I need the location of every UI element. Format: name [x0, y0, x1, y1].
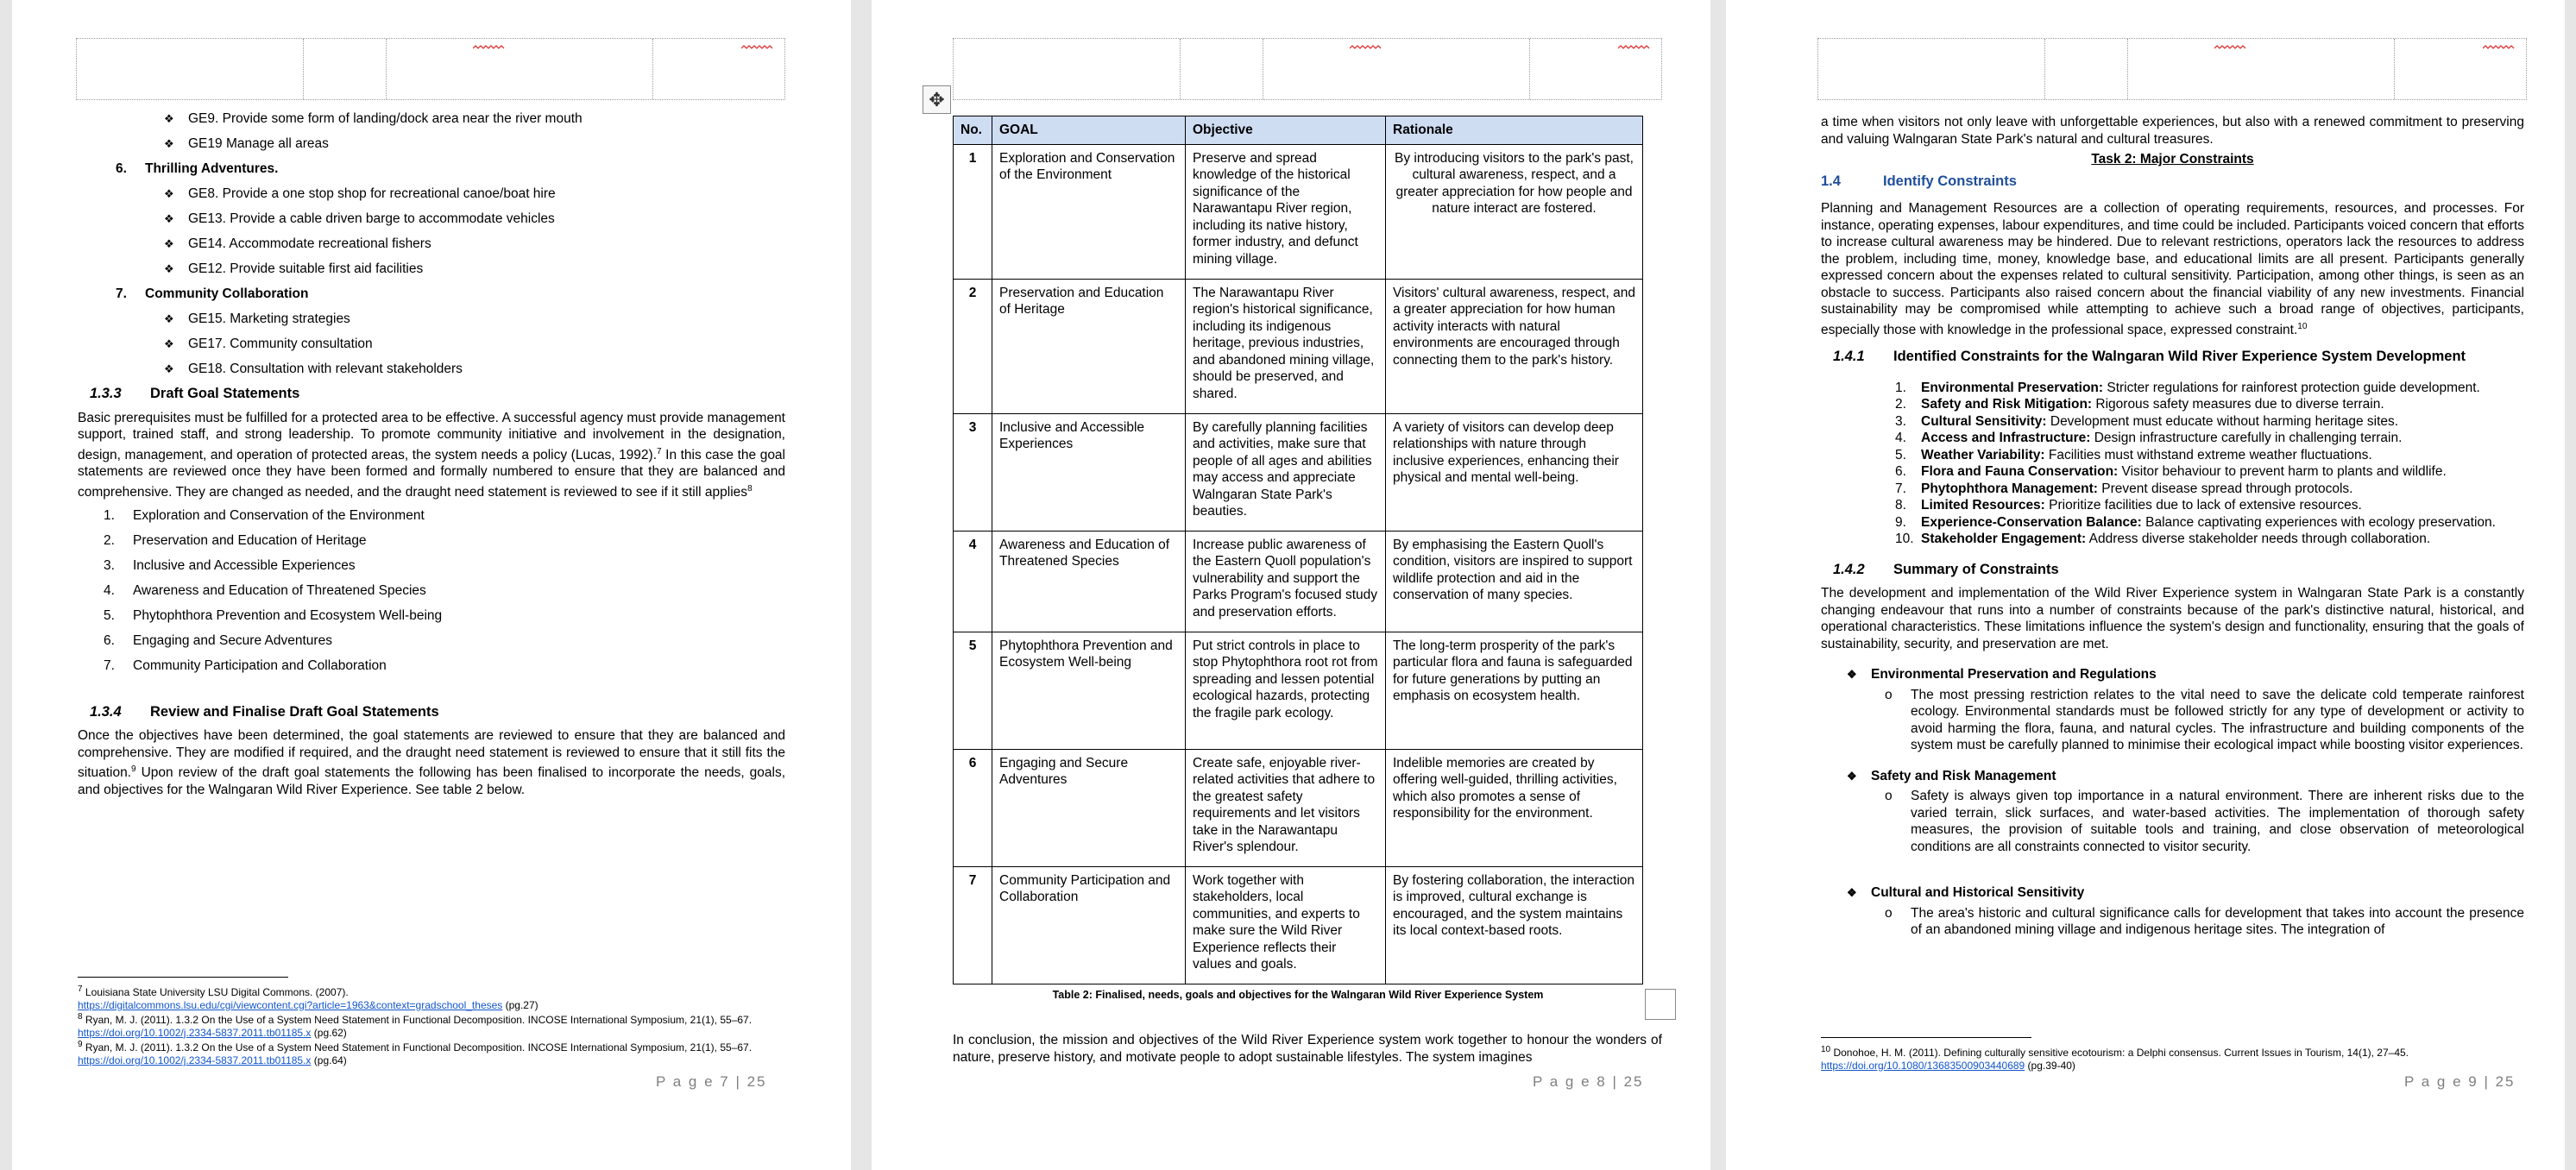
- footnote-text: Ryan, M. J. (2011). 1.3.2 On the Use of a System Need Statement in Functional Decomposition. INCOSE International Symposium, 21(1), 55–67.: [82, 1014, 753, 1027]
- diamond-bullet-icon: ❖: [164, 262, 174, 275]
- heading-1-4-2: [1833, 562, 2524, 579]
- footnote-text: (pg.62): [311, 1026, 347, 1039]
- footnote-separator: [1821, 1037, 2031, 1038]
- header-cell: [954, 39, 1181, 99]
- footnote-link[interactable]: https://doi.org/10.1002/j.2334-5837.2011.tb01185.x: [78, 1026, 312, 1039]
- constraint-text: Facilities must withstand extreme weather fluctuations.: [2044, 447, 2372, 462]
- list-item: Exploration and Conservation of the Environment: [133, 508, 425, 524]
- paragraph: a time when visitors not only leave with unforgettable experiences, but also with a renewed commitment to preserving and valuing Walngaran State Park's natural and cultural treasures.: [1821, 115, 2524, 147]
- text: Basic prerequisites must be fulfilled for a protected area to be effective. A successful agency must provide management support, trained staff, and strong leadership. To promote community initiative and involvement in the designation, design, management, and operation of protected areas, the system needs a policy (Lucas, 1992).: [78, 410, 785, 462]
- row-number: 2: [954, 279, 992, 413]
- constraint-name: Experience-Conservation Balance:: [1921, 514, 2142, 530]
- heading-1-3-4: [90, 704, 785, 721]
- row-number: 1: [954, 144, 992, 279]
- text: Planning and Management Resources are a collection of operating requirements, resources, and processes. For instance, operating expenses, labour expenditures, and time could be included. Participants voiced concern that efforts to increase cultural awareness may be hindered. Due to relevant restrictions, operators lack the resources to address the problem, including time, money, knowledge base, and educational limits are all present. Participants generally expressed concern about the expenses related to cultural sensitivity. Participation, among other things, is seen as an obstacle to success. Participants also raised concern about the financial viability of any new investments. Financial sustainability may be compromised while attempting to achieve such a broad range of objectives, participants, especially those with knowledge in the professional space, expressed constraint.: [1821, 201, 2524, 337]
- list-item: Community Participation and Collaboration: [133, 658, 387, 674]
- constraint-text: Prioritize facilities due to lack of extensive resources.: [2044, 498, 2362, 513]
- list-number: 8.: [1895, 498, 1906, 513]
- table-row: [954, 866, 1643, 984]
- squiggle-mark: [1618, 44, 1651, 53]
- list-number: 6.: [104, 633, 115, 649]
- page-9: [1726, 0, 2565, 1170]
- diamond-bullet-icon: ❖: [164, 312, 174, 325]
- goal-cell: Phytophthora Prevention and Ecosystem Well-being: [992, 632, 1186, 749]
- list-number: 7.: [1895, 481, 1906, 496]
- table-row: [954, 413, 1643, 531]
- row-number: 3: [954, 413, 992, 531]
- heading-number: 1.3.3: [90, 386, 122, 401]
- footnote-number: 10: [1821, 1045, 1831, 1054]
- constraint-text: Visitor behaviour to prevent harm to plants and wildlife.: [2118, 464, 2447, 480]
- list-item: Preservation and Education of Heritage: [133, 533, 367, 549]
- list-item: GE15. Marketing strategies: [188, 311, 350, 326]
- objective-cell: Put strict controls in place to stop Phytophthora root rot from spreading and lessen potential ecological hazards, protecting the fragile park ecology.: [1186, 632, 1386, 749]
- list-number: 10.: [1895, 532, 1914, 547]
- list-number: 5.: [104, 608, 115, 624]
- table-row: [954, 279, 1643, 413]
- objective-cell: The Narawantapu River region's historical significance, including its indigenous heritage, previous industries, and abandoned mining village, should be preserved, and shared.: [1186, 279, 1386, 413]
- paragraph: [78, 410, 785, 501]
- diamond-bullet-icon: ❖: [164, 137, 174, 150]
- column-header: No.: [954, 116, 992, 145]
- list-number: 4.: [104, 583, 115, 599]
- footnotes: [78, 984, 785, 1067]
- footnote-link[interactable]: https://doi.org/10.1080/13683500903440689: [1821, 1059, 2025, 1072]
- constraints-list: [1895, 380, 2524, 548]
- goal-cell: Awareness and Education of Threatened Species: [992, 531, 1186, 632]
- list-number: 5.: [1895, 447, 1906, 462]
- header-cell: [77, 39, 304, 99]
- goal-cell: Inclusive and Accessible Experiences: [992, 413, 1186, 531]
- list-item: GE12. Provide suitable first aid facilities: [188, 261, 424, 276]
- list-number: 3.: [1895, 413, 1906, 429]
- constraint-text: Balance captivating experiences with ecology preservation.: [2141, 514, 2496, 530]
- constraint-section: [1847, 666, 2524, 754]
- table-caption: Table 2: Finalised, needs, goals and objectives for the Walngaran Wild River Experience System: [1052, 989, 1544, 1001]
- header-table: [76, 38, 785, 100]
- footnote-ref[interactable]: 10: [2297, 321, 2308, 331]
- constraint-name: Safety and Risk Mitigation:: [1921, 397, 2093, 412]
- list-number: 2.: [1895, 397, 1906, 412]
- table-row: [954, 749, 1643, 866]
- list-number: 9.: [1895, 514, 1906, 530]
- heading-title: Identified Constraints for the Walngaran Wild River Experience System Development: [1893, 349, 2466, 365]
- footnote-text: (pg.39-40): [2025, 1059, 2075, 1072]
- constraint-name: Access and Infrastructure:: [1921, 431, 2091, 446]
- objective-cell: Create safe, enjoyable river-related activities that adhere to the greatest safety requirements and let visitors take in the Narawantapu River's splendour.: [1186, 749, 1386, 866]
- text: Once the objectives have been determined, the goal statements are reviewed to ensure that they are balanced and comprehensive. They are modified if required, and the draught need statement is reviewed to ensure that it still fits the situation.: [78, 728, 785, 781]
- row-number: 6: [954, 749, 992, 866]
- constraint-name: Weather Variability:: [1921, 447, 2045, 462]
- conclusion-paragraph: In conclusion, the mission and objectives of the Wild River Experience system work together to honour the wonders of nature, preserve history, and motivate people to adopt sustainable lifestyles. The system imagines: [953, 1033, 1662, 1065]
- column-header: Objective: [1186, 116, 1386, 145]
- list-item: GE14. Accommodate recreational fishers: [188, 236, 431, 251]
- header-cell: [653, 39, 784, 99]
- header-cell: [304, 39, 387, 99]
- page-8: [872, 0, 1710, 1170]
- footnote-number: 9: [78, 1040, 83, 1050]
- heading-number: 1.4: [1821, 173, 1841, 189]
- list-item: Engaging and Secure Adventures: [133, 633, 332, 649]
- footnote-text: Louisiana State University LSU Digital Commons. (2007).: [82, 986, 349, 998]
- constraint-text: Design infrastructure carefully in challenging terrain.: [2090, 431, 2403, 446]
- header-cell: [387, 39, 653, 99]
- list-number: 1.: [1895, 380, 1906, 395]
- list-item: Community Collaboration: [145, 286, 309, 301]
- footnote-ref[interactable]: 7: [657, 446, 662, 456]
- list-number: 2.: [104, 533, 115, 549]
- diamond-bullet-icon: ❖: [164, 362, 174, 375]
- diamond-bullet-icon: ❖: [164, 337, 174, 350]
- list-item: Inclusive and Accessible Experiences: [133, 558, 356, 574]
- text: Upon review of the draft goal statements the following has been finalised to incorporate the needs, goals, and objectives for the Walngaran Wild River Experience. See table 2 below.: [78, 765, 785, 797]
- header-cell: [1181, 39, 1263, 99]
- list-item: GE17. Community consultation: [188, 337, 373, 351]
- table-resize-handle[interactable]: [1645, 989, 1676, 1020]
- row-number: 4: [954, 531, 992, 632]
- goal-cell: Engaging and Secure Adventures: [992, 749, 1186, 866]
- diamond-bullet-icon: ❖: [1847, 668, 1857, 682]
- list-number: 6.: [116, 161, 127, 176]
- heading-1-4-1: [1833, 349, 2524, 366]
- table-move-handle-icon[interactable]: ✥: [923, 85, 951, 114]
- column-header: Rationale: [1386, 116, 1643, 145]
- page-9-body: [1821, 110, 2524, 946]
- paragraph: [1821, 200, 2524, 338]
- heading-title: Summary of Constraints: [1893, 561, 2059, 577]
- footnote-ref[interactable]: 8: [747, 483, 753, 494]
- section-title: Environmental Preservation and Regulations: [1871, 667, 2157, 682]
- header-table: [953, 38, 1662, 100]
- footnote-link[interactable]: https://doi.org/10.1002/j.2334-5837.2011.tb01185.x: [78, 1054, 312, 1066]
- section-title: Safety and Risk Management: [1871, 768, 2056, 783]
- text: In this case the goal statements are reviewed once they have been formed and formally numbered to ensure that they are balanced and comprehensive. They are changed as needed, and the draught need statement is reviewed to see if it still applies: [78, 447, 785, 500]
- rationale-cell: By fostering collaboration, the interaction is improved, cultural exchange is encouraged, and the system maintains its local context-based roots.: [1386, 866, 1643, 984]
- header-cell: [2128, 39, 2395, 99]
- constraint-text: Rigorous safety measures due to diverse terrain.: [2092, 397, 2384, 412]
- list-item: GE13. Provide a cable driven barge to accommodate vehicles: [188, 211, 555, 226]
- list-item: GE18. Consultation with relevant stakeholders: [188, 362, 463, 376]
- table-row: [954, 632, 1643, 749]
- rationale-cell: By emphasising the Eastern Quoll's condition, visitors are inspired to support wildlife protection and aid in the conservation of many species.: [1386, 531, 1643, 632]
- diamond-bullet-icon: ❖: [164, 237, 174, 250]
- list-item: Phytophthora Prevention and Ecosystem Well-being: [133, 608, 443, 624]
- rationale-cell: Indelible memories are created by offering well-guided, thrilling activities, which also promotes a sense of responsibility for the environment.: [1386, 749, 1643, 866]
- squiggle-mark: [2483, 44, 2516, 53]
- constraint-name: Phytophthora Management:: [1921, 481, 2098, 496]
- list-item: Thrilling Adventures.: [145, 161, 279, 176]
- footnote-text: (pg.27): [502, 998, 539, 1011]
- page-number: P a g e 9 | 25: [2404, 1073, 2516, 1090]
- heading-number: 1.4.1: [1833, 349, 1865, 365]
- goal-cell: Preservation and Education of Heritage: [992, 279, 1186, 413]
- list-number: 7.: [116, 286, 127, 301]
- list-number: 4.: [1895, 431, 1906, 446]
- circle-bullet-icon: o: [1885, 789, 1893, 804]
- squiggle-mark: [741, 44, 774, 53]
- diamond-bullet-icon: ❖: [1847, 886, 1857, 900]
- goal-cell: Exploration and Conservation of the Environment: [992, 144, 1186, 279]
- list-item: Awareness and Education of Threatened Species: [133, 583, 426, 599]
- footnote-text: (pg.64): [311, 1054, 347, 1066]
- section-text: The most pressing restriction relates to the vital need to save the delicate cold temperate rainforest ecology. Environmental standards must be followed strictly for any type of development or activity to avoid harming the flora, fauna, and natural cycles. The infrastructure and building components of the system must be carefully planned to minimise their ecological impact while boosting visitor experiences.: [1911, 687, 2524, 753]
- heading-title: Draft Goal Statements: [150, 386, 300, 401]
- footnote-text: Donohoe, H. M. (2011). Defining culturally sensitive ecotourism: a Delphi consensus. Current Issues in Tourism, 14(1), 27–45.: [1830, 1047, 2409, 1059]
- footnote-text: Ryan, M. J. (2011). 1.3.2 On the Use of a System Need Statement in Functional Decomposition. INCOSE International Symposium, 21(1), 55–67.: [82, 1041, 753, 1054]
- heading-title: Identify Constraints: [1883, 173, 2017, 189]
- squiggle-mark: [2214, 44, 2247, 53]
- section-title: Cultural and Historical Sensitivity: [1871, 885, 2085, 901]
- paragraph: [78, 727, 785, 798]
- constraint-text: Prevent disease spread through protocols.: [2097, 481, 2353, 496]
- header-table: [1817, 38, 2527, 100]
- list-number: 1.: [104, 508, 115, 524]
- list-item: GE19 Manage all areas: [188, 136, 329, 151]
- squiggle-mark: [1350, 44, 1382, 53]
- constraint-name: Cultural Sensitivity:: [1921, 413, 2047, 429]
- objective-cell: Preserve and spread knowledge of the historical significance of the Narawantapu River region, including its native history, former industry, and defunct mining village.: [1186, 144, 1386, 279]
- footnote-separator: [78, 977, 288, 978]
- heading-1-3-3: [90, 386, 785, 403]
- page-number: P a g e 7 | 25: [656, 1073, 767, 1090]
- footnote-7: [78, 984, 785, 1011]
- page-number: P a g e 8 | 25: [1533, 1073, 1644, 1090]
- constraint-name: Stakeholder Engagement:: [1921, 532, 2087, 547]
- list-item: GE9. Provide some form of landing/dock area near the river mouth: [188, 111, 583, 126]
- footnote-link[interactable]: https://digitalcommons.lsu.edu/cgi/viewcontent.cgi?article=1963&context=gradschool_theses: [78, 998, 503, 1011]
- rationale-cell: By introducing visitors to the park's past, cultural awareness, respect, and a greater appreciation for how people and nature interact are fostered.: [1386, 144, 1643, 279]
- footnote-number: 8: [78, 1012, 83, 1022]
- constraint-text: Stricter regulations for rainforest protection guide development.: [2103, 380, 2480, 395]
- constraint-section: [1847, 884, 2524, 939]
- constraint-section: [1847, 768, 2524, 856]
- table-row: [954, 144, 1643, 279]
- header-cell: [1263, 39, 1530, 99]
- list-number: 3.: [104, 558, 115, 574]
- circle-bullet-icon: o: [1885, 905, 1893, 921]
- footnote-number: 7: [78, 984, 83, 994]
- list-number: 6.: [1895, 464, 1906, 480]
- heading-number: 1.3.4: [90, 703, 122, 720]
- heading-1-4: [1821, 173, 2524, 191]
- footnote-10: [1821, 1044, 2524, 1072]
- goals-table: [953, 116, 1643, 984]
- objective-cell: Work together with stakeholders, local communities, and experts to make sure the Wild River Experience reflects their values and goals.: [1186, 866, 1386, 984]
- section-text: The area's historic and cultural significance calls for development that takes into account the presence of an abandoned mining village and indigenous heritage sites. The integration of: [1911, 905, 2524, 938]
- objective-cell: By carefully planning facilities and activities, make sure that people of all ages and abilities may access and appreciate Walngaran State Park's beauties.: [1186, 413, 1386, 531]
- constraint-name: Limited Resources:: [1921, 498, 2045, 513]
- rationale-cell: Visitors' cultural awareness, respect, and a greater appreciation for how human activity interacts with natural environments are encouraged through connecting them to the park's history.: [1386, 279, 1643, 413]
- footnotes: [1821, 1044, 2524, 1072]
- diamond-bullet-icon: ❖: [164, 187, 174, 200]
- constraint-text: Development must educate without harming heritage sites.: [2046, 413, 2399, 429]
- page-7-body: [78, 110, 785, 798]
- squiggle-mark: [473, 44, 506, 53]
- footnote-9: [78, 1039, 785, 1066]
- heading-title: Review and Finalise Draft Goal Statements: [150, 703, 439, 720]
- row-number: 5: [954, 632, 992, 749]
- paragraph: The development and implementation of the Wild River Experience system in Walngaran State Park is a constantly changing endeavour that runs into a number of constraints because of the park's distinctive natural, historical, and operational characteristics. These limitations influence the system's design and functionality, ensuring that the goals of sustainability, security, and preservation are met.: [1821, 586, 2524, 651]
- list-number: 7.: [104, 658, 115, 674]
- objective-cell: Increase public awareness of the Eastern Quoll population's vulnerability and support the Parks Program's focused study and preservation efforts.: [1186, 531, 1386, 632]
- row-number: 7: [954, 866, 992, 984]
- header-cell: [1530, 39, 1661, 99]
- constraint-name: Flora and Fauna Conservation:: [1921, 464, 2119, 480]
- table-row: [954, 531, 1643, 632]
- constraint-name: Environmental Preservation:: [1921, 380, 2104, 395]
- constraint-text: Address diverse stakeholder needs through collaboration.: [2086, 532, 2431, 547]
- task-title: Task 2: Major Constraints: [2091, 152, 2254, 167]
- page-7: [12, 0, 851, 1170]
- rationale-cell: A variety of visitors can develop deep relationships with nature through inclusive experiences, enhancing their physical and mental well-being.: [1386, 413, 1643, 531]
- footnote-ref[interactable]: 9: [131, 764, 136, 775]
- goal-cell: Community Participation and Collaboration: [992, 866, 1186, 984]
- circle-bullet-icon: o: [1885, 687, 1893, 702]
- header-cell: [2395, 39, 2526, 99]
- column-header: GOAL: [992, 116, 1186, 145]
- list-item: GE8. Provide a one stop shop for recreational canoe/boat hire: [188, 186, 556, 201]
- diamond-bullet-icon: ❖: [164, 212, 174, 225]
- header-cell: [1818, 39, 2045, 99]
- heading-number: 1.4.2: [1833, 561, 1865, 577]
- header-cell: [2045, 39, 2128, 99]
- footnote-8: [78, 1011, 785, 1039]
- rationale-cell: The long-term prosperity of the park's particular flora and fauna is safeguarded for future generations by putting an emphasis on ecosystem health.: [1386, 632, 1643, 749]
- diamond-bullet-icon: ❖: [1847, 769, 1857, 783]
- diamond-bullet-icon: ❖: [164, 112, 174, 125]
- section-text: Safety is always given top importance in a natural environment. There are inherent risks due to the varied terrain, slick surfaces, and water-based activities. The implementation of thorough safety measures, the provision of suitable tools and training, and close observation of meteorological conditions are all constraints connected to visitor security.: [1911, 789, 2524, 854]
